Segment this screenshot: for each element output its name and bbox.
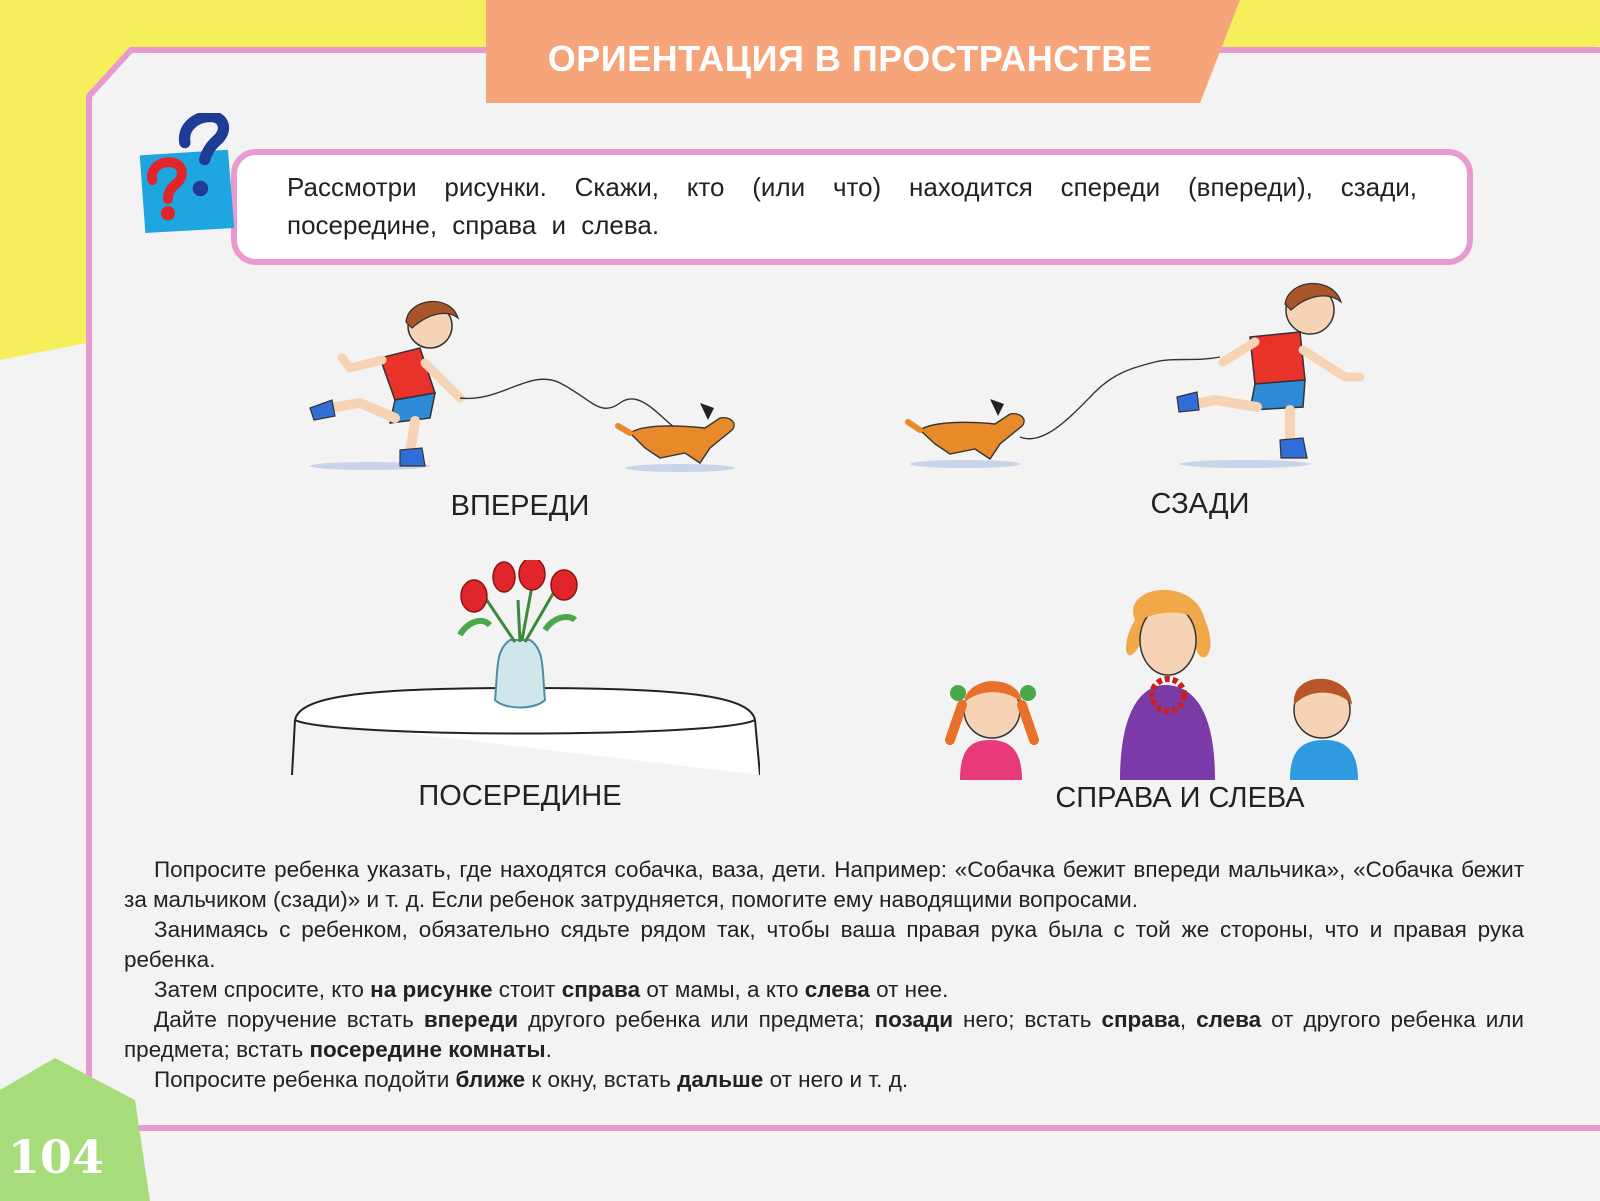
- vase-on-table-illustration: [290, 560, 760, 780]
- caption-sides: СПРАВА И СЛЕВА: [1055, 782, 1305, 814]
- caption-middle: ПОСЕРЕДИНЕ: [418, 780, 622, 812]
- boy-and-dog-front-illustration: [300, 288, 760, 488]
- parent-notes: [124, 855, 1524, 1095]
- caption-front: ВПЕРЕДИ: [450, 490, 590, 522]
- page-title: ОРИЕНТАЦИЯ В ПРОСТРАНСТВЕ: [547, 38, 1153, 79]
- note-paragraph-2: Занимаясь с ребенком, обязательно сядьте рядом так, чтобы ваша правая рука была с той же стороны, что и правая рука ребенка.: [124, 917, 1524, 972]
- caption-behind: СЗАДИ: [1150, 488, 1250, 520]
- note-paragraph-3: Затем спросите, кто на рисунке стоит справа от мамы, а кто слева от нее.: [154, 977, 949, 1002]
- page-number: 104: [8, 1130, 105, 1184]
- note-paragraph-5: Попросите ребенка подойти ближе к окну, встать дальше от него и т. д.: [154, 1067, 909, 1092]
- instruction-text: Рассмотри рисунки. Скажи, кто (или что) находится спереди (впереди), сзади, посередине, справа и слева.: [287, 172, 1417, 240]
- boy-and-dog-behind-illustration: [905, 272, 1380, 482]
- note-paragraph-4: Дайте поручение встать впереди другого ребенка или предмета; позади него; встать справа, слева от другого ребенка или предмета; встать посередине комнаты.: [124, 1007, 1524, 1062]
- family-illustration: [940, 575, 1380, 780]
- question-marks-icon: [120, 113, 254, 233]
- note-paragraph-1: Попросите ребенка указать, где находятся собачка, ваза, дети. Например: «Собачка бежит впереди мальчика», «Собачка бежит за мальчиком (сзади)» и т. д. Если ребенок затрудняется, помогите ему наводящими вопросами.: [124, 857, 1524, 912]
